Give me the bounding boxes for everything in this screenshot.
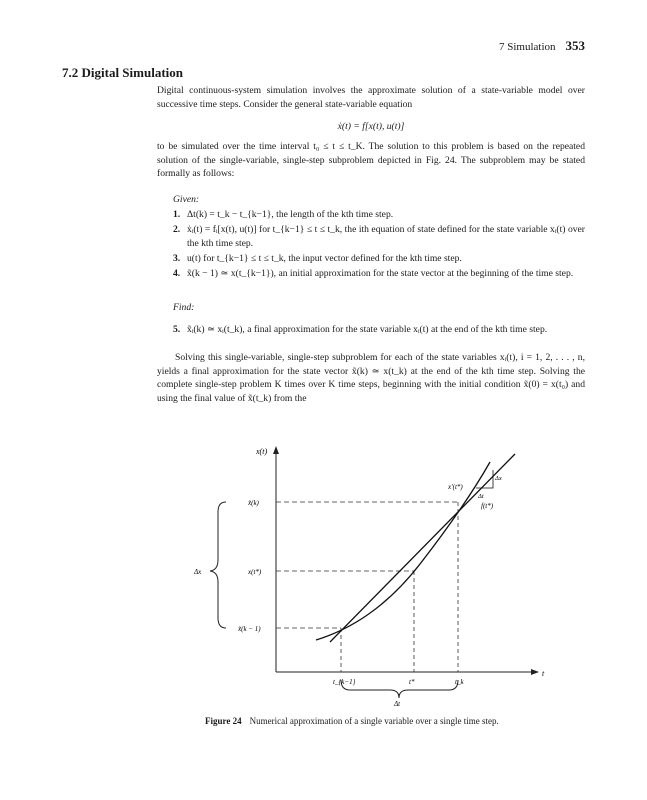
given-item-2 [173, 223, 585, 250]
item-text: u(t) for t_{k−1} ≤ t ≤ t_k, the input vector defined for the kth time step. [187, 253, 462, 264]
y-tick-top: x̃(k) [248, 499, 259, 507]
given-item-1 [173, 208, 585, 222]
item-text: x̃(k − 1) ≃ x(t_{k−1}), an initial approximation for the state vector at the beginning of the time step. [187, 268, 574, 279]
page-number: 353 [565, 38, 585, 53]
paragraph-intro: Digital continuous-system simulation involves the approximate solution of a state-variable model over successive time steps. Consider the general state-variable equation [157, 85, 585, 110]
paragraph-solving: Solving this single-variable, single-step subproblem for each of the state variables xᵢ(t), i = 1, 2, . . . , n, yields a final approximation for the state vector x̃(k) ≃ x(t_k) at the end of the kth time step. Solving the complete single-step problem K times over K time steps, beginning with the initial condition x̃(0) = x(t₀) and using the final value of x̃(t_k) from the [157, 352, 585, 404]
approximation-line [330, 454, 515, 642]
x-tick-mid: t* [409, 678, 415, 686]
item-number: 1. [173, 209, 181, 220]
caption-text: Numerical approximation of a single variable over a single time step. [249, 716, 499, 726]
x-axis-label: t [542, 669, 545, 678]
given-item-4 [173, 267, 585, 281]
running-header [499, 38, 585, 54]
paragraph-subproblem: to be simulated over the time interval t₀ ≤ t ≤ t_K. The solution to this problem is based on the repeated solution of the single-variable, single-step subproblem depicted in Fig. 24. The subproblem may be stated formally as follows: [157, 141, 585, 180]
item-text: ẋᵢ(t) = fᵢ[x(t), u(t)] for t_{k−1} ≤ t ≤ t_k, the ith equation of state defined for the state variable xᵢ(t) over the kth time step. [187, 224, 585, 249]
given-item-3 [173, 252, 585, 266]
figure-24-diagram [190, 440, 550, 710]
x-tick-left: t_{k−1} [333, 678, 356, 686]
slope-dt-label: Δt [478, 493, 484, 500]
item-number: 3. [173, 253, 181, 264]
state-equation: ẋ(t) = f[x(t), u(t)] [337, 121, 405, 132]
find-label: Find: [173, 302, 195, 313]
delta-t-label: Δt [394, 700, 401, 708]
delta-x-label: Δx [194, 568, 202, 576]
section-title: 7.2 Digital Simulation [62, 65, 183, 80]
x-axis-arrow [531, 669, 539, 675]
item-number: 2. [173, 224, 181, 235]
slope-dx-label: Δx [495, 475, 502, 482]
header-chapter: 7 Simulation [498, 41, 556, 53]
delta-x-brace [210, 502, 226, 628]
y-tick-bottom: x̃(k − 1) [238, 625, 261, 633]
item-text: Δt(k) = t_k − t_{k−1}, the length of the kth time step. [187, 209, 394, 220]
curve-label: f(t*) [481, 502, 494, 510]
item-number: 4. [173, 268, 181, 279]
y-axis-arrow [273, 446, 279, 454]
x-tick-right: t_k [455, 678, 464, 686]
solution-curve [316, 462, 490, 640]
item-number: 5. [173, 324, 181, 335]
item-text: x̃ᵢ(k) ≃ xᵢ(t_k), a final approximation for the state variable xᵢ(t) at the end of the kth time step. [187, 324, 548, 335]
y-axis-label: x(t) [256, 447, 268, 456]
tangent-label: x′(t*) [448, 483, 463, 491]
delta-t-brace [341, 680, 458, 698]
caption-label: Figure 24 [205, 716, 242, 726]
y-tick-mid: x(t*) [248, 568, 262, 576]
given-label: Given: [173, 194, 200, 205]
find-item-5 [173, 323, 585, 337]
figure-caption [205, 716, 499, 726]
